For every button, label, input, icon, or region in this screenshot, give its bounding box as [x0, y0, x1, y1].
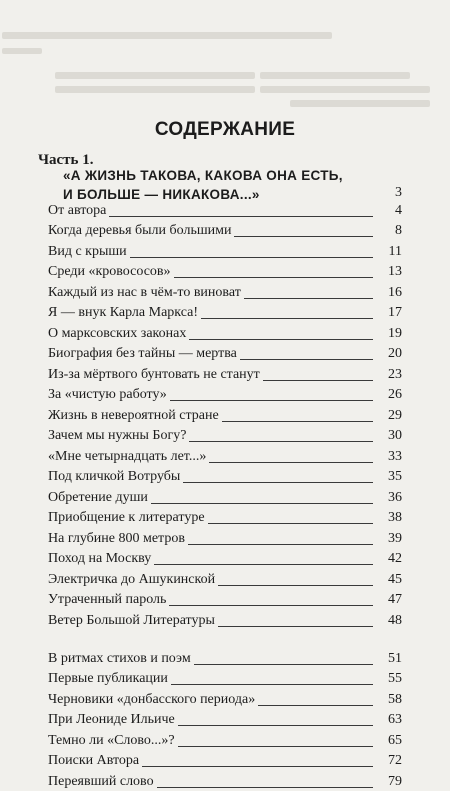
toc-entry-title: Утраченный пароль — [48, 592, 167, 607]
toc-leader-line — [208, 523, 373, 524]
toc-entry-page: 58 — [388, 691, 402, 707]
toc-entry-page: 63 — [388, 712, 402, 727]
toc-entry-page: 48 — [388, 612, 402, 628]
toc-leader-line — [109, 216, 373, 217]
toc-entry — [48, 240, 402, 261]
toc-leader-line — [183, 482, 373, 483]
toc-leader-line — [171, 684, 373, 685]
toc-entry-title: Из-за мёртвого бунтовать не станут — [48, 366, 260, 382]
part-title-line: «А ЖИЗНЬ ТАКОВА, КАКОВА ОНА ЕСТЬ, — [63, 168, 343, 183]
toc-leader-line — [194, 664, 373, 665]
toc-entry-title: За «чистую работу» — [48, 387, 167, 402]
toc-entry-title: Вид с крыши — [48, 243, 127, 259]
toc-entry-title: Приобщение к литературе — [48, 510, 205, 525]
toc-leader-line — [258, 705, 373, 706]
toc-leader-line — [169, 605, 373, 606]
toc-leader-line — [142, 766, 373, 767]
toc-entry — [48, 281, 402, 302]
toc-leader-line — [157, 787, 373, 788]
toc-leader-line — [188, 544, 373, 545]
toc-leader-line — [218, 626, 373, 627]
toc-leader-line — [130, 257, 373, 258]
toc-entry — [48, 322, 402, 343]
toc-entry — [48, 729, 402, 750]
toc-entry-page: 17 — [388, 305, 402, 320]
toc-entry — [48, 568, 402, 589]
toc-entry-title: «Мне четырнадцать лет...» — [48, 448, 207, 464]
toc-entry-page: 72 — [388, 753, 402, 768]
part-title-line: И БОЛЬШЕ — НИКАКОВА...» — [63, 187, 260, 202]
toc-entry — [48, 709, 402, 730]
toc-leader-line — [174, 277, 373, 278]
toc-entry — [48, 466, 402, 487]
toc-entry — [48, 750, 402, 771]
toc-entry-page: 8 — [395, 223, 402, 238]
toc-leader-line — [151, 503, 373, 504]
toc-entry — [48, 770, 402, 791]
toc-entry-page: 29 — [388, 407, 402, 423]
toc-entry — [48, 445, 402, 466]
toc-entry — [48, 486, 402, 507]
toc-leader-line — [201, 318, 373, 319]
toc-entry-title: Переявший слово — [48, 773, 154, 789]
toc-entry — [48, 302, 402, 323]
toc-entry — [48, 363, 402, 384]
toc-entry-title: Жизнь в невероятной стране — [48, 407, 219, 423]
toc-entry-title: Зачем мы нужны Богу? — [48, 428, 187, 443]
toc-entry — [48, 630, 402, 668]
toc-entry-title: Поиски Автора — [48, 753, 140, 768]
toc-entry-page: 38 — [388, 510, 402, 525]
toc-leader-line — [240, 359, 373, 360]
toc-entry-page: 51 — [388, 650, 402, 666]
part-page-number: 3 — [395, 185, 402, 200]
toc-entry-title: От автора — [48, 202, 107, 218]
toc-entry-title: Поход на Москву — [48, 551, 152, 566]
toc-entry-page: 65 — [388, 732, 402, 748]
toc-entry-title: Когда деревья были большими — [48, 223, 232, 238]
toc-entry-page: 39 — [388, 530, 402, 546]
toc-leader-line — [222, 421, 373, 422]
toc-entry — [48, 343, 402, 364]
toc-leader-line — [170, 400, 373, 401]
toc-entry-page: 47 — [388, 592, 402, 607]
toc-entry-title: Среди «кровососов» — [48, 264, 171, 279]
toc-entry-title: Под кличкой Вотрубы — [48, 469, 181, 484]
toc-leader-line — [154, 564, 373, 565]
bleed-through-text — [0, 0, 450, 120]
toc-entry — [48, 609, 402, 630]
toc-entry-title: На глубине 800 метров — [48, 530, 185, 546]
toc-leader-line — [263, 380, 373, 381]
toc-entry-page: 36 — [388, 489, 402, 505]
toc-entry-page: 11 — [388, 243, 402, 259]
toc-entry-page: 79 — [388, 773, 402, 789]
toc-entry — [48, 688, 402, 709]
toc-entry — [48, 507, 402, 528]
toc-entry-title: Я — внук Карла Маркса! — [48, 305, 199, 320]
toc-entry-title: При Леониде Ильиче — [48, 712, 175, 727]
toc-entry-title: Темно ли «Слово...»? — [48, 732, 175, 748]
toc-leader-line — [189, 339, 373, 340]
toc-entry-page: 20 — [388, 346, 402, 361]
toc-entry — [48, 425, 402, 446]
toc-entry — [48, 404, 402, 425]
toc-entry-page: 30 — [388, 428, 402, 443]
toc-entry — [48, 589, 402, 610]
toc-list — [48, 199, 402, 791]
toc-entry-title: О марксовских законах — [48, 325, 187, 341]
toc-leader-line — [218, 585, 373, 586]
toc-entry-page: 35 — [388, 469, 402, 484]
toc-leader-line — [178, 725, 373, 726]
toc-entry-title: Биография без тайны — мертва — [48, 346, 237, 361]
toc-entry-title: В ритмах стихов и поэм — [48, 650, 191, 666]
toc-entry-page: 16 — [388, 284, 402, 300]
part-label: Часть 1. — [38, 152, 94, 168]
toc-entry-title: Электричка до Ашукинской — [48, 571, 216, 587]
toc-entry — [48, 527, 402, 548]
toc-leader-line — [178, 746, 373, 747]
toc-leader-line — [189, 441, 373, 442]
toc-entry-page: 42 — [388, 551, 402, 566]
toc-entry-title: Обретение души — [48, 489, 148, 505]
toc-entry — [48, 199, 402, 220]
toc-entry-title: Каждый из нас в чём-то виноват — [48, 284, 241, 300]
toc-leader-line — [234, 236, 373, 237]
toc-entry-page: 4 — [395, 202, 402, 218]
toc-entry-title: Ветер Большой Литературы — [48, 612, 215, 628]
toc-entry-page: 55 — [388, 671, 402, 686]
toc-entry — [48, 668, 402, 689]
page-title: СОДЕРЖАНИЕ — [154, 119, 296, 140]
toc-leader-line — [209, 462, 373, 463]
toc-entry-page: 19 — [388, 325, 402, 341]
toc-entry-page: 13 — [388, 264, 402, 279]
toc-entry-title: Черновики «донбасского периода» — [48, 691, 256, 707]
toc-entry-title: Первые публикации — [48, 671, 168, 686]
toc-entry — [48, 220, 402, 241]
toc-entry-page: 33 — [388, 448, 402, 464]
toc-entry-page: 23 — [388, 366, 402, 382]
toc-entry-page: 26 — [388, 387, 402, 402]
toc-entry — [48, 548, 402, 569]
toc-entry — [48, 384, 402, 405]
toc-entry-page: 45 — [388, 571, 402, 587]
toc-leader-line — [244, 298, 373, 299]
toc-entry — [48, 261, 402, 282]
